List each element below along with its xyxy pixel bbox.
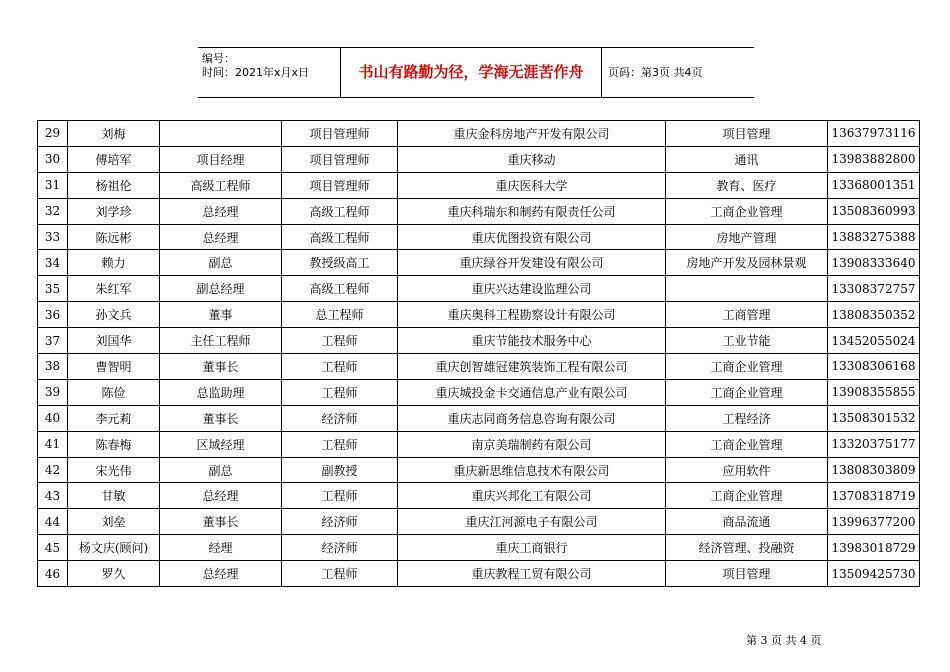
name-cell: 陈俭 — [68, 379, 160, 405]
table-row — [38, 561, 920, 587]
title-cell: 经济师 — [282, 405, 398, 431]
company-cell: 重庆工商银行 — [398, 535, 666, 561]
name-cell: 罗久 — [68, 561, 160, 587]
name-cell: 朱红军 — [68, 276, 160, 302]
phone-cell: 13908333640 — [828, 250, 920, 276]
position-cell: 总经理 — [160, 198, 282, 224]
company-cell: 南京美瑞制药有限公司 — [398, 431, 666, 457]
phone-cell: 13308306168 — [828, 354, 920, 380]
position-cell: 主任工程师 — [160, 328, 282, 354]
phone-cell: 13708318719 — [828, 483, 920, 509]
title-cell: 经济师 — [282, 535, 398, 561]
field-cell: 经济管理、投融资 — [666, 535, 828, 561]
table-row — [38, 146, 920, 172]
name-cell: 刘垒 — [68, 509, 160, 535]
title-cell: 经济师 — [282, 509, 398, 535]
title-cell: 项目管理师 — [282, 172, 398, 198]
position-cell: 项目经理 — [160, 146, 282, 172]
phone-cell: 13308372757 — [828, 276, 920, 302]
name-cell: 甘敏 — [68, 483, 160, 509]
field-cell: 房地产管理 — [666, 224, 828, 250]
position-cell: 经理 — [160, 535, 282, 561]
company-cell: 重庆兴邦化工有限公司 — [398, 483, 666, 509]
title-cell: 工程师 — [282, 561, 398, 587]
name-cell: 赖力 — [68, 250, 160, 276]
name-cell: 杨文庆(顾问) — [68, 535, 160, 561]
company-cell: 重庆医科大学 — [398, 172, 666, 198]
company-cell: 重庆节能技术服务中心 — [398, 328, 666, 354]
row-number: 44 — [38, 509, 68, 535]
table-row — [38, 198, 920, 224]
row-number: 29 — [38, 121, 68, 147]
name-cell: 刘国华 — [68, 328, 160, 354]
table-row — [38, 535, 920, 561]
table-row — [38, 405, 920, 431]
phone-cell: 13509425730 — [828, 561, 920, 587]
name-cell: 刘学珍 — [68, 198, 160, 224]
member-table — [37, 120, 920, 587]
field-cell: 工业节能 — [666, 328, 828, 354]
title-cell: 工程师 — [282, 379, 398, 405]
title-cell: 项目管理师 — [282, 146, 398, 172]
table-row — [38, 172, 920, 198]
field-cell: 工商企业管理 — [666, 483, 828, 509]
field-cell: 商品流通 — [666, 509, 828, 535]
position-cell: 董事长 — [160, 509, 282, 535]
position-cell: 董事长 — [160, 405, 282, 431]
position-cell: 董事长 — [160, 354, 282, 380]
name-cell: 杨祖伦 — [68, 172, 160, 198]
title-cell: 工程师 — [282, 328, 398, 354]
header-meta — [198, 48, 341, 97]
field-cell: 工商企业管理 — [666, 198, 828, 224]
row-number: 35 — [38, 276, 68, 302]
row-number: 41 — [38, 431, 68, 457]
field-cell — [666, 276, 828, 302]
title-cell: 总工程师 — [282, 302, 398, 328]
row-number: 43 — [38, 483, 68, 509]
company-cell: 重庆教程工贸有限公司 — [398, 561, 666, 587]
field-cell: 工商企业管理 — [666, 354, 828, 380]
row-number: 39 — [38, 379, 68, 405]
phone-cell: 13808303809 — [828, 457, 920, 483]
phone-cell: 13983018729 — [828, 535, 920, 561]
company-cell: 重庆城投金卡交通信息产业有限公司 — [398, 379, 666, 405]
phone-cell: 13908355855 — [828, 379, 920, 405]
field-cell: 教育、医疗 — [666, 172, 828, 198]
title-cell: 高级工程师 — [282, 198, 398, 224]
position-cell — [160, 121, 282, 147]
position-cell: 副总 — [160, 457, 282, 483]
title-cell: 高级工程师 — [282, 224, 398, 250]
table-row — [38, 121, 920, 147]
title-cell: 工程师 — [282, 354, 398, 380]
company-cell: 重庆新思维信息技术有限公司 — [398, 457, 666, 483]
field-cell: 工商企业管理 — [666, 379, 828, 405]
row-number: 31 — [38, 172, 68, 198]
table-row — [38, 302, 920, 328]
phone-cell: 13637973116 — [828, 121, 920, 147]
company-cell: 重庆科瑞东和制药有限责任公司 — [398, 198, 666, 224]
company-cell: 重庆志同商务信息咨询有限公司 — [398, 405, 666, 431]
table-row — [38, 379, 920, 405]
name-cell: 傅培军 — [68, 146, 160, 172]
table-row — [38, 250, 920, 276]
title-cell: 高级工程师 — [282, 276, 398, 302]
position-cell: 高级工程师 — [160, 172, 282, 198]
company-cell: 重庆兴达建设监理公司 — [398, 276, 666, 302]
position-cell: 董事 — [160, 302, 282, 328]
field-cell: 工商企业管理 — [666, 431, 828, 457]
name-cell: 曹智明 — [68, 354, 160, 380]
field-cell: 房地产开发及园林景观 — [666, 250, 828, 276]
table-row — [38, 457, 920, 483]
name-cell: 陈春梅 — [68, 431, 160, 457]
row-number: 46 — [38, 561, 68, 587]
name-cell: 宋光伟 — [68, 457, 160, 483]
name-cell: 李元莉 — [68, 405, 160, 431]
row-number: 42 — [38, 457, 68, 483]
company-cell: 重庆金科房地产开发有限公司 — [398, 121, 666, 147]
row-number: 34 — [38, 250, 68, 276]
phone-cell: 13508360993 — [828, 198, 920, 224]
company-cell: 重庆优图投资有限公司 — [398, 224, 666, 250]
row-number: 30 — [38, 146, 68, 172]
phone-cell: 13808350352 — [828, 302, 920, 328]
field-cell: 项目管理 — [666, 561, 828, 587]
title-cell: 项目管理师 — [282, 121, 398, 147]
field-cell: 项目管理 — [666, 121, 828, 147]
company-cell: 重庆创智雄冠建筑装饰工程有限公司 — [398, 354, 666, 380]
phone-cell: 13883275388 — [828, 224, 920, 250]
serial-label: 编号： — [202, 52, 235, 65]
row-number: 40 — [38, 405, 68, 431]
row-number: 37 — [38, 328, 68, 354]
name-cell: 陈远彬 — [68, 224, 160, 250]
table-row — [38, 431, 920, 457]
table-row — [38, 224, 920, 250]
table-row — [38, 354, 920, 380]
company-cell: 重庆绿谷开发建设有限公司 — [398, 250, 666, 276]
table-row — [38, 483, 920, 509]
title-cell: 工程师 — [282, 431, 398, 457]
company-cell: 重庆江河源电子有限公司 — [398, 509, 666, 535]
phone-cell: 13996377200 — [828, 509, 920, 535]
page-footer: 第 3 页 共 4 页 — [746, 634, 822, 647]
field-cell: 应用软件 — [666, 457, 828, 483]
table-row — [38, 509, 920, 535]
field-cell: 通讯 — [666, 146, 828, 172]
title-cell: 工程师 — [282, 483, 398, 509]
row-number: 32 — [38, 198, 68, 224]
name-cell: 刘梅 — [68, 121, 160, 147]
position-cell: 总经理 — [160, 224, 282, 250]
phone-cell: 13320375177 — [828, 431, 920, 457]
date-label: 时间：2021年x月x日 — [202, 66, 310, 79]
company-cell: 重庆移动 — [398, 146, 666, 172]
page-header — [198, 47, 754, 98]
field-cell: 工商管理 — [666, 302, 828, 328]
position-cell: 区域经理 — [160, 431, 282, 457]
row-number: 36 — [38, 302, 68, 328]
position-cell: 总经理 — [160, 483, 282, 509]
field-cell: 工程经济 — [666, 405, 828, 431]
phone-cell: 13983882800 — [828, 146, 920, 172]
company-cell: 重庆奥科工程勘察设计有限公司 — [398, 302, 666, 328]
name-cell: 孙文兵 — [68, 302, 160, 328]
row-number: 33 — [38, 224, 68, 250]
title-cell: 副教授 — [282, 457, 398, 483]
row-number: 45 — [38, 535, 68, 561]
position-cell: 总经理 — [160, 561, 282, 587]
position-cell: 总监助理 — [160, 379, 282, 405]
row-number: 38 — [38, 354, 68, 380]
position-cell: 副总 — [160, 250, 282, 276]
phone-cell: 13452055024 — [828, 328, 920, 354]
title-cell: 教授级高工 — [282, 250, 398, 276]
position-cell: 副总经理 — [160, 276, 282, 302]
table-row — [38, 276, 920, 302]
table-row — [38, 328, 920, 354]
phone-cell: 13508301532 — [828, 405, 920, 431]
page-number-label: 页码：第3页 共4页 — [608, 66, 703, 79]
phone-cell: 13368001351 — [828, 172, 920, 198]
header-motto: 书山有路勤为径，学海无涯苦作舟 — [341, 48, 602, 97]
